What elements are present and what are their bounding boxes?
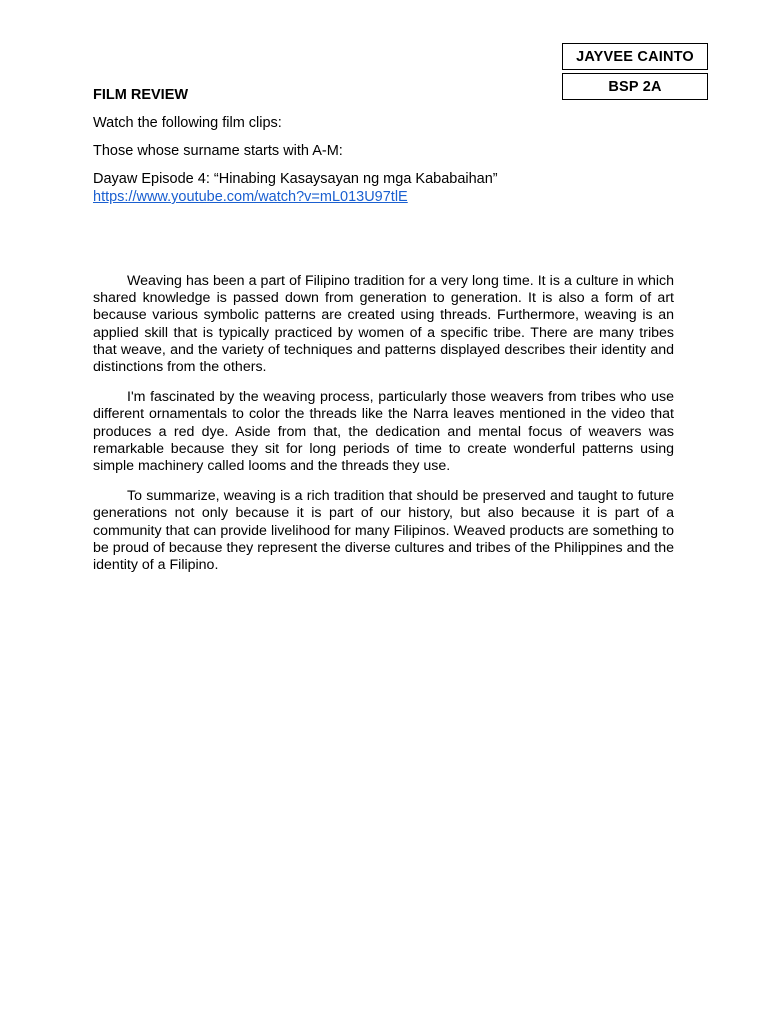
youtube-link[interactable]: https://www.youtube.com/watch?v=mL013U97tlE	[93, 189, 408, 205]
paragraph-fascination: I'm fascinated by the weaving process, particularly those weavers from tribes who use different ornamentals to color the threads like the Narra leaves mentioned in the video that produces a red dye. Aside from that, the dedication and mental focus of weavers was remarkable because they sit for long periods of time to create wonderful patterns using simple machinery called looms and the threads they use.	[93, 389, 674, 475]
student-name: JAYVEE CAINTO	[576, 48, 694, 65]
student-section: BSP 2A	[608, 78, 662, 95]
document-title: FILM REVIEW	[93, 87, 189, 103]
section-box	[562, 73, 708, 100]
group-text: Those whose surname starts with A-M:	[93, 143, 343, 159]
episode-title: Dayaw Episode 4: “Hinabing Kasaysayan ng mga Kababaihan”	[93, 171, 498, 187]
paragraph-intro: Weaving has been a part of Filipino tradition for a very long time. It is a culture in which shared knowledge is passed down from generation to generation. It is also a form of art because various symbolic patterns are created using threads. Furthermore, weaving is an applied skill that is typically practiced by women of a specific tribe. There are many tribes that weave, and the variety of techniques and patterns displayed describes their identity and distinctions from the others.	[93, 273, 674, 376]
instruction-text: Watch the following film clips:	[93, 115, 282, 131]
student-name-box	[562, 43, 708, 70]
paragraph-summary: To summarize, weaving is a rich tradition that should be preserved and taught to future generations not only because it is part of our history, but also because it is part of a community that can provide livelihood for many Filipinos. Weaved products are something to be proud of because they represent the diverse cultures and tribes of the Philippines and the identity of a Filipino.	[93, 488, 674, 574]
review-body	[93, 273, 674, 587]
